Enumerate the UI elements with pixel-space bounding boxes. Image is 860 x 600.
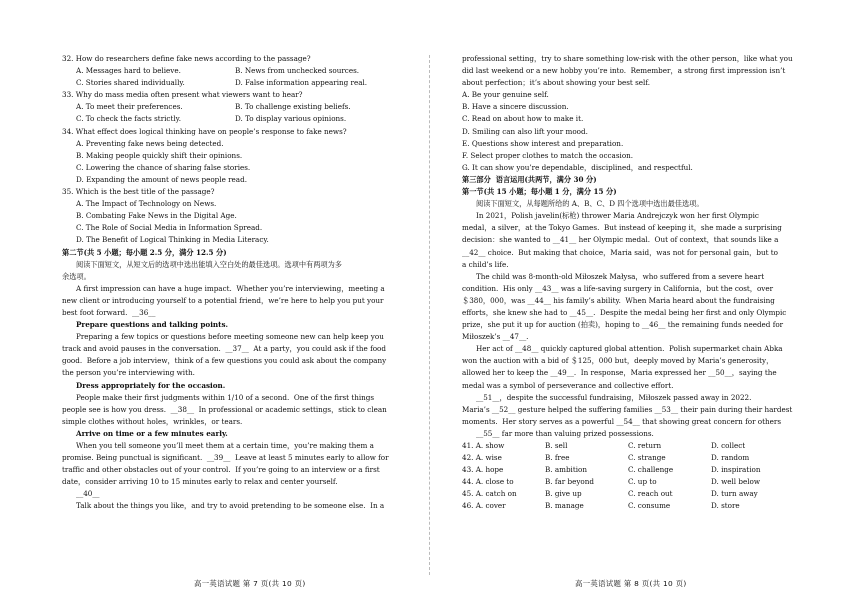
choice-text: 44. A. close to <box>462 477 514 487</box>
choice-text: C. return <box>628 441 662 450</box>
option-row <box>62 113 394 125</box>
choice-row <box>462 488 794 500</box>
text-line: 阅读下面短文，从短文后的选项中选出能填入空白处的最佳选项。选项中有两项为多 <box>76 259 342 269</box>
choice-row <box>462 500 794 512</box>
text-line: B. Have a sincere discussion. <box>462 102 569 112</box>
text-line: the person you’re interviewing with. <box>62 368 195 378</box>
option-text: A. To meet their preferences. <box>76 102 183 112</box>
text-line: medal，a silver，at the Tokyo Games. But instead of keeping it，she made a surprising <box>462 223 782 233</box>
text-line: G. It can show you’re dependable，disciplined，and respectful. <box>462 162 693 172</box>
text-line: 35. Which is the best title of the passage? <box>62 187 215 197</box>
choice-text: C. reach out <box>628 489 673 499</box>
text-line: C. Lowering the chance of sharing false stories. <box>76 162 251 172</box>
column-divider <box>429 55 430 575</box>
page-footer-right: 高一英语试题 第 8 页(共 10 页) <box>575 579 687 588</box>
option-text: C. To check the facts strictly. <box>76 114 182 124</box>
text-line: D. The Benefit of Logical Thinking in Media Literacy. <box>76 235 269 245</box>
section-heading: 第一节(共 15 小题；每小题 1 分，满分 15 分) <box>462 187 617 197</box>
choice-text: D. store <box>711 501 740 511</box>
choice-text: 43. A. hope <box>462 465 504 475</box>
text-line: Talk about the things you like，and try to avoid pretending to be someone else. In a <box>76 501 385 511</box>
text-line: prize，she put it up for auction (拍卖)，hoping to __46__ the remaining funds needed for <box>462 320 784 330</box>
text-line: People make their first judgments within 1/10 of a second. One of the first things <box>76 392 375 402</box>
text-line: C. Read on about how to make it. <box>462 114 584 124</box>
text-line: B. Combating Fake News in the Digital Age. <box>76 211 237 221</box>
choice-text: D. well below <box>711 477 760 487</box>
text-line: D. Expanding the amount of news people read. <box>76 174 247 184</box>
choice-text: D. inspiration <box>711 465 761 475</box>
text-line: When you tell someone you’ll meet them at a certain time，you’re making them a <box>76 441 374 450</box>
text-line: a child’s life. <box>462 259 509 269</box>
choice-row <box>462 452 794 464</box>
text-line: efforts，she knew she had to __45__. Despite the medal being her first and only Olympic <box>462 307 787 317</box>
option-row <box>62 77 394 89</box>
text-line: 阅读下面短文，从每题所给的 A、B、C、D 四个选项中选出最佳选项。 <box>476 199 704 209</box>
text-line: 34. What effect does logical thinking have on people’s response to fake news? <box>62 126 347 136</box>
choice-row <box>462 440 794 452</box>
option-text: A. Messages hard to believe. <box>76 66 181 76</box>
text-line: Her act of __48__ quickly captured global attention. Polish supermarket chain Abka <box>476 344 783 354</box>
page-footer-left: 高一英语试题 第 7 页(共 10 页) <box>194 579 306 588</box>
option-text: C. Stories shared individually. <box>76 78 185 88</box>
text-line: __42__ choice. But making that choice，Maria said，was not for personal gain，but to <box>462 247 778 257</box>
choice-text: B. ambition <box>545 465 587 475</box>
text-line: promise. Being punctual is significant. __39__ Leave at least 5 minutes early to allow for <box>62 453 389 463</box>
text-line: A first impression can have a huge impact. Whether you’re interviewing，meeting a <box>76 283 385 293</box>
option-text: B. To challenge existing beliefs. <box>235 102 351 112</box>
text-line: moments. Her story serves as a powerful __54__ that showing great concern for others <box>462 416 782 426</box>
text-line: best foot forward. __36__ <box>62 307 156 317</box>
text-line: __55__ far more than valuing prized possessions. <box>476 428 654 438</box>
text-line: new client or introducing yourself to a potential friend，we’re here to help you put your <box>62 295 384 305</box>
text-line: 32. How do researchers define fake news according to the passage? <box>62 54 311 63</box>
text-line: condition. His only __43__ was a life-saving surgery in California，but the cost，over <box>462 283 774 293</box>
choice-text: C. consume <box>628 501 671 511</box>
text-line: E. Questions show interest and preparation. <box>462 138 624 148</box>
choice-text: B. give up <box>545 489 582 499</box>
choice-text: C. up to <box>628 477 657 487</box>
choice-row <box>462 476 794 488</box>
text-line: Prepare questions and talking points. <box>76 320 229 330</box>
option-text: B. News from unchecked sources. <box>235 66 360 76</box>
choice-text: B. sell <box>545 441 568 450</box>
right-column <box>462 53 794 513</box>
text-line: C. The Role of Social Media in Information Spread. <box>76 223 263 233</box>
text-line: medal was a symbol of perseverance and collective effort. <box>462 380 674 390</box>
text-line: Dress appropriately for the occasion. <box>76 380 226 390</box>
text-line: about perfection；it’s about showing your best self. <box>462 78 651 88</box>
text-line: professional setting，try to share something low-risk with the other person，like what you <box>462 54 793 63</box>
text-line: __40__ <box>76 489 100 499</box>
choice-text: B. manage <box>545 501 584 511</box>
choice-text: 45. A. catch on <box>462 489 517 499</box>
text-line: allowed her to keep the __49__. In response，Maria expressed her __50__，saying the <box>462 368 777 378</box>
text-line: Maria’s __52__ gesture helped the suffering families __53__ their pain during their hardest <box>462 404 793 414</box>
text-line: 33. Why do mass media often present what viewers want to hear? <box>62 90 303 100</box>
text-line: __51__，despite the successful fundraising，Miłoszek passed away in 2022. <box>476 392 752 402</box>
section-heading: 第二节(共 5 小题；每小题 2.5 分，满分 12.5 分) <box>62 247 227 257</box>
text-line: D. Smiling can also lift your mood. <box>462 126 588 136</box>
choice-text: B. far beyond <box>545 477 594 487</box>
text-line: B. Making people quickly shift their opinions. <box>76 150 243 160</box>
text-line: simple clothes without holes，wrinkles，or tears. <box>62 416 243 426</box>
text-line: A. Be your genuine self. <box>462 90 549 100</box>
choice-text: 41. A. show <box>462 441 505 450</box>
choice-text: D. turn away <box>711 489 758 499</box>
option-row <box>62 101 394 113</box>
text-line: Arrive on time or a few minutes early. <box>76 428 228 438</box>
text-line: good. Before a job interview，think of a few questions you could ask about the company <box>62 356 387 366</box>
text-line: Miłoszek’s __47__. <box>462 332 529 342</box>
choice-text: B. free <box>545 453 570 463</box>
choice-text: C. challenge <box>628 465 674 475</box>
option-row <box>62 65 394 77</box>
text-line: In 2021，Polish javelin(标枪) thrower Maria Andrejczyk won her first Olympic <box>476 211 759 221</box>
text-line: A. Preventing fake news being detected. <box>76 138 224 148</box>
text-line: F. Select proper clothes to match the occasion. <box>462 150 634 160</box>
left-column <box>62 53 394 513</box>
choice-text: 42. A. wise <box>462 453 502 463</box>
option-text: D. To display various opinions. <box>235 114 347 124</box>
text-line: 余选项。 <box>62 271 91 281</box>
choice-text: 46. A. cover <box>462 501 506 511</box>
text-line: A. The Impact of Technology on News. <box>76 199 217 209</box>
choice-text: D. random <box>711 453 750 463</box>
option-text: D. False information appearing real. <box>235 78 368 88</box>
choice-text: D. collect <box>711 441 746 450</box>
choice-row <box>462 464 794 476</box>
text-line: Preparing a few topics or questions before meeting someone new can help keep you <box>76 332 384 342</box>
text-line: date，consider arriving 10 to 15 minutes early to relax and center yourself. <box>62 477 338 487</box>
section-heading: 第三部分 语言运用(共两节，满分 30 分) <box>462 174 597 184</box>
text-line: ＄380，000，was __44__ his family’s ability. When Maria heard about the fundraising <box>462 295 775 305</box>
text-line: people see is how you dress. __38__ In professional or academic settings，stick to clean <box>62 404 387 414</box>
text-line: decision：she wanted to __41__ her Olympic medal. Out of context，that sounds like a <box>462 235 779 245</box>
text-line: The child was 8-month-old Miłoszek Małysa，who suffered from a severe heart <box>476 271 765 281</box>
choice-text: C. strange <box>628 453 666 463</box>
text-line: track and avoid pauses in the conversation. __37__ At a party，you could ask if the food <box>62 344 386 354</box>
text-line: did last weekend or a new hobby you’re into. Remember，a strong first impression isn’t <box>462 66 786 76</box>
text-line: traffic and other obstacles out of your control. If you’re going to an interview or a first <box>62 465 380 475</box>
text-line: won the auction with a bid of ＄125，000 but，deeply moved by Maria’s generosity， <box>462 356 774 366</box>
